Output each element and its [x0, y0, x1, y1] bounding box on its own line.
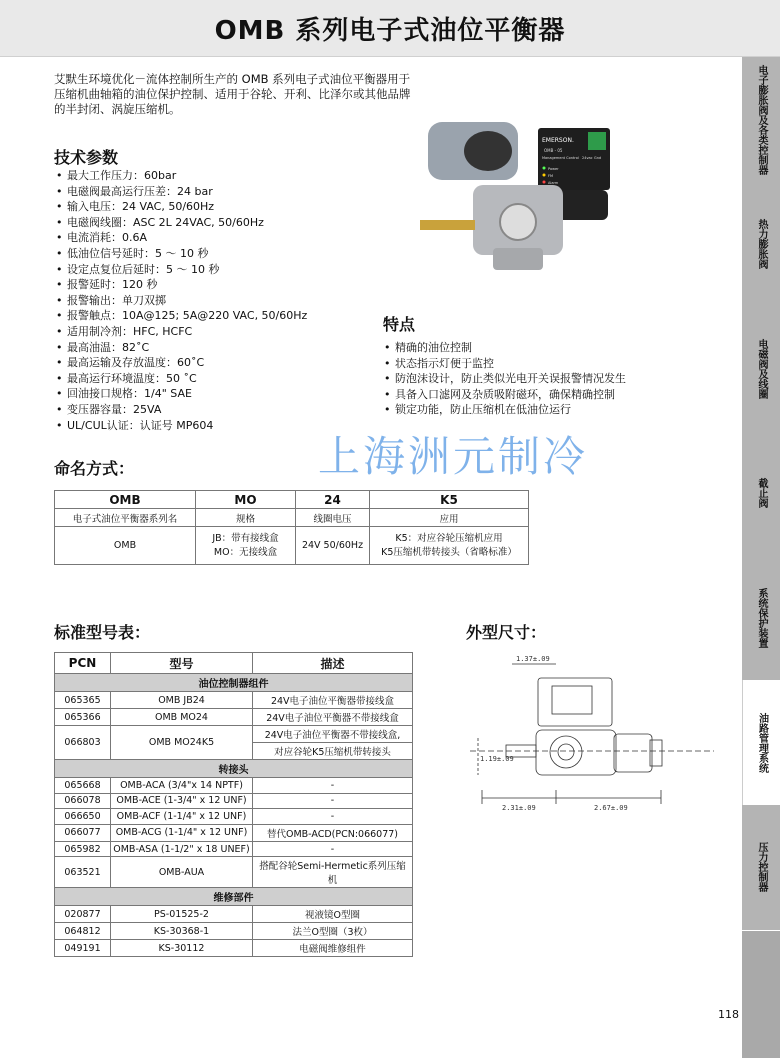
bullet-item: • 适用制冷剂：HFC, HCFC	[56, 324, 307, 340]
table-cell: 描述	[253, 653, 413, 674]
section-tab[interactable]	[742, 306, 780, 432]
bullet-item: • 电流消耗：0.6A	[56, 230, 307, 246]
naming-table	[54, 490, 529, 565]
table-cell: 法兰O型圈（3枚）	[253, 923, 413, 940]
naming-heading: 命名方式：	[54, 459, 135, 478]
section-tab[interactable]	[742, 431, 780, 557]
naming-header-row	[55, 491, 529, 509]
page-title: OMB 系列电子式油位平衡器	[214, 16, 566, 46]
model-table-heading: 标准型号表：	[54, 623, 151, 642]
naming-value-cell: K5：对应谷轮压缩机应用 K5压缩机带转接头（省略标准）	[370, 527, 529, 565]
table-cell: -	[253, 778, 413, 794]
naming-header-cell: 24	[296, 491, 370, 509]
table-cell: PS-01525-2	[111, 906, 253, 923]
table-cell: PCN	[55, 653, 111, 674]
table-cell: 24V电子油位平衡器带接线盒	[253, 692, 413, 709]
intro-paragraph: 艾默生环境优化－流体控制所生产的 OMB 系列电子式油位平衡器用于压缩机曲轴箱的油位保护控制、适用于谷轮、开利、比泽尔或其他品牌的半封闭、涡旋压缩机。	[54, 72, 411, 116]
table-row	[55, 940, 413, 957]
section-tab-label: 压力控制器	[756, 842, 767, 893]
section-tab[interactable]	[742, 805, 780, 931]
bullet-item: • 最高油温：82˚C	[56, 340, 307, 356]
table-cell: OMB-AUA	[111, 857, 253, 888]
page-header	[0, 0, 780, 57]
terminal-24vac-label: 24vac	[582, 156, 593, 160]
table-row	[55, 809, 413, 825]
section-tab-label: 系统保护装置	[756, 587, 767, 648]
table-cell: 066078	[55, 793, 111, 809]
table-cell: 020877	[55, 906, 111, 923]
product-photo	[418, 120, 633, 280]
table-cell: OMB-ACE (1-3/4" x 12 UNF)	[111, 793, 253, 809]
table-row	[55, 726, 413, 743]
naming-label-cell: 规格	[196, 509, 296, 527]
led-alarm-label: Alarm	[548, 181, 559, 185]
naming-label-cell: 电子式油位平衡器系列名	[55, 509, 196, 527]
table-cell: OMB MO24	[111, 709, 253, 726]
dimension-label: 1.37±.09	[516, 655, 550, 663]
bullet-item: • 报警延时：120 秒	[56, 277, 307, 293]
bullet-item: • 低油位信号延时：5 ～ 10 秒	[56, 246, 307, 262]
table-cell: 替代OMB-ACD(PCN:066077)	[253, 824, 413, 841]
table-row	[55, 888, 413, 906]
table-row	[55, 841, 413, 857]
section-tab-label: 电磁阀及线圈	[756, 338, 767, 399]
bullet-item: • 电磁阀线圈：ASC 2L 24VAC, 50/60Hz	[56, 215, 307, 231]
table-cell: 转接头	[55, 760, 413, 778]
table-cell: OMB-ACF (1-1/4" x 12 UNF)	[111, 809, 253, 825]
table-cell: OMB MO24K5	[111, 726, 253, 760]
table-row	[55, 692, 413, 709]
section-tab-label: 热力膨胀阀	[756, 219, 767, 270]
led-fm-label: FM	[548, 174, 554, 178]
naming-header-cell: K5	[370, 491, 529, 509]
section-tab-label: 油路管理系统	[756, 712, 768, 773]
bullet-item: • 最大工作压力：60bar	[56, 168, 307, 184]
table-cell: -	[253, 841, 413, 857]
naming-value-row	[55, 527, 529, 565]
table-cell: KS-30112	[111, 940, 253, 957]
sub-label: Management Control	[542, 156, 579, 160]
naming-label-cell: 线圈电压	[296, 509, 370, 527]
bullet-item: • UL/CUL认证：认证号 MP604	[56, 418, 307, 434]
table-cell: 电磁阀维修组件	[253, 940, 413, 957]
table-cell: 油位控制器组件	[55, 674, 413, 692]
table-cell: 24V电子油位平衡器不带接线盒,	[253, 726, 413, 743]
table-cell: 型号	[111, 653, 253, 674]
bullet-item: • 锁定功能，防止压缩机在低油位运行	[384, 402, 626, 418]
table-cell: 066077	[55, 824, 111, 841]
naming-label-row	[55, 509, 529, 527]
dimensions-heading: 外型尺寸：	[466, 623, 547, 642]
bullet-item: • 变压器容量：25VA	[56, 402, 307, 418]
page-number: 118	[718, 1008, 739, 1021]
bullet-item: • 回油接口规格：1/4" SAE	[56, 386, 307, 402]
table-row	[55, 709, 413, 726]
table-row	[55, 906, 413, 923]
table-cell: 065366	[55, 709, 111, 726]
table-cell: 066650	[55, 809, 111, 825]
bullet-item: • 报警触点：10A@125; 5A@220 VAC, 50/60Hz	[56, 308, 307, 324]
features-heading: 特点	[383, 315, 416, 334]
table-row	[55, 653, 413, 674]
naming-value-cell: OMB	[55, 527, 196, 565]
table-cell: 065982	[55, 841, 111, 857]
table-cell: OMB-ACA (3/4"x 14 NPTF)	[111, 778, 253, 794]
section-tab-label: 电子膨胀阀及各类控制器	[756, 64, 767, 175]
brand-label: EMERSON.	[542, 137, 574, 144]
table-cell: 063521	[55, 857, 111, 888]
table-cell: 24V电子油位平衡器不带接线盒	[253, 709, 413, 726]
table-cell: 维修部件	[55, 888, 413, 906]
features-list	[384, 340, 626, 418]
dimension-label: 2.31±.09	[502, 804, 536, 812]
bullet-item: • 报警输出：单刀双掷	[56, 293, 307, 309]
section-tab-label: 截止阀	[756, 478, 767, 509]
naming-value-cell: JB：带有接线盒 MO：无接线盒	[196, 527, 296, 565]
terminal-gnd-label: Gnd	[594, 156, 602, 160]
led-power-label: Power	[548, 167, 559, 171]
table-row	[55, 760, 413, 778]
specs-list	[56, 168, 307, 433]
bullet-item: • 输入电压：24 VAC, 50/60Hz	[56, 199, 307, 215]
table-cell: -	[253, 793, 413, 809]
table-cell: OMB-ACG (1-1/4" x 12 UNF)	[111, 824, 253, 841]
bullet-item: • 精确的油位控制	[384, 340, 626, 356]
naming-header-cell: MO	[196, 491, 296, 509]
table-row	[55, 674, 413, 692]
bullet-item: • 最高运行环境温度：50 ˚C	[56, 371, 307, 387]
table-row	[55, 923, 413, 940]
dimension-drawing	[466, 650, 726, 820]
section-tab[interactable]	[742, 680, 780, 806]
watermark-text: 上海洲元制冷	[318, 432, 589, 481]
table-row	[55, 793, 413, 809]
table-row	[55, 778, 413, 794]
bullet-item: • 防泡沫设计，防止类似光电开关误报警情况发生	[384, 371, 626, 387]
model-table	[54, 652, 413, 957]
specs-heading: 技术参数	[54, 148, 119, 167]
bullet-item: • 设定点复位后延时：5 ～ 10 秒	[56, 262, 307, 278]
table-cell: 065668	[55, 778, 111, 794]
dimension-label: 1.19±.09	[480, 755, 514, 763]
section-tabs	[742, 57, 780, 1058]
table-cell: OMB-ASA (1-1/2" x 18 UNEF)	[111, 841, 253, 857]
section-tab[interactable]	[742, 182, 780, 308]
section-tab[interactable]	[742, 555, 780, 681]
table-cell: OMB JB24	[111, 692, 253, 709]
naming-value-cell: 24V 50/60Hz	[296, 527, 370, 565]
dimension-label: 2.67±.09	[594, 804, 628, 812]
table-cell: 视液镜O型圈	[253, 906, 413, 923]
bullet-item: • 最高运输及存放温度：60˚C	[56, 355, 307, 371]
table-cell: -	[253, 809, 413, 825]
table-cell: 066803	[55, 726, 111, 760]
table-row	[55, 857, 413, 888]
naming-label-cell: 应用	[370, 509, 529, 527]
model-label: OMB - 05	[544, 148, 563, 153]
bullet-item: • 状态指示灯便于监控	[384, 356, 626, 372]
table-cell: 064812	[55, 923, 111, 940]
table-cell: 065365	[55, 692, 111, 709]
bullet-item: • 具备入口滤网及杂质吸附磁环，确保精确控制	[384, 387, 626, 403]
table-cell: KS-30368-1	[111, 923, 253, 940]
table-cell: 搭配谷轮Semi-Hermetic系列压缩机	[253, 857, 413, 888]
table-row	[55, 824, 413, 841]
table-cell: 对应谷轮K5压缩机带转接头	[253, 743, 413, 760]
table-cell: 049191	[55, 940, 111, 957]
section-tab[interactable]	[742, 57, 780, 183]
bullet-item: • 电磁阀最高运行压差：24 bar	[56, 184, 307, 200]
naming-header-cell: OMB	[55, 491, 196, 509]
